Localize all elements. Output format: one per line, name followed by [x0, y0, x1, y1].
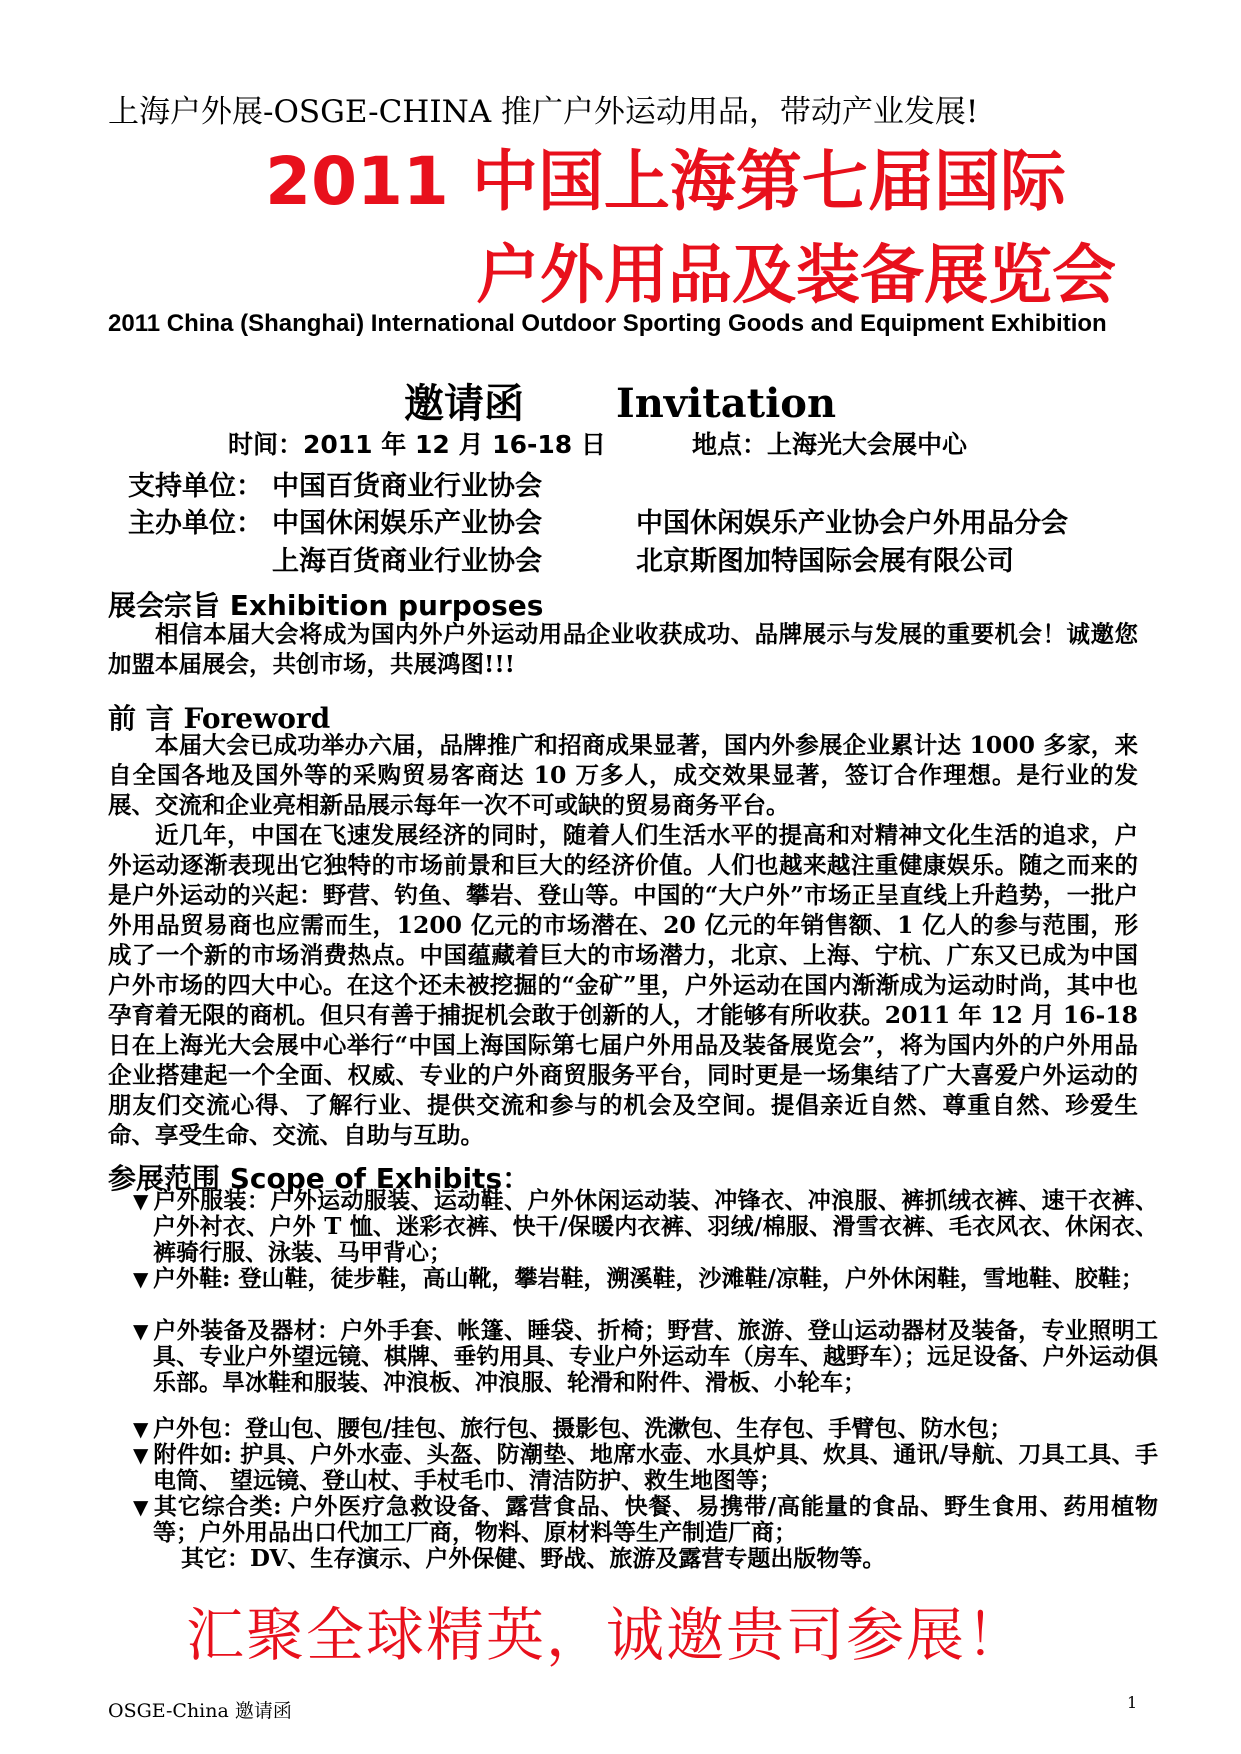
- scope-item-misc: 其它：DV、生存演示、户外保健、野战、旅游及露营专题出版物等。: [181, 1545, 886, 1572]
- purposes-heading: 展会宗旨 Exhibition purposes: [108, 589, 544, 622]
- scope-item-accessories: ▼ 附件如: 护具、户外水壶、头盔、防潮垫、地席水壶、水具炉具、炊具、通讯/导航、刀具工具、手电筒、 望远镜、登山杖、手杖毛巾、清洁防护、救生地图等；: [133, 1441, 1158, 1494]
- host-org-1: 中国休闲娱乐产业协会: [272, 508, 542, 539]
- support-org: 中国百货商业行业协会: [272, 471, 542, 502]
- triangle-down-icon: ▼: [133, 1267, 149, 1291]
- triangle-down-icon: ▼: [133, 1319, 149, 1343]
- scope-heading: 参展范围 Scope of Exhibits：: [108, 1162, 531, 1195]
- scope-item-bags: ▼ 户外包：登山包、腰包/挂包、旅行包、摄影包、洗漱包、生存包、手臂包、防水包；: [133, 1415, 1013, 1442]
- english-title: 2011 China (Shanghai) International Outdoor Sporting Goods and Equipment Exhibition: [108, 310, 1107, 337]
- foreword-text: [108, 730, 1138, 1150]
- scope-item-others: ▼ 其它综合类: 户外医疗急救设备、露营食品、快餐、易携带/高能量的食品、野生食用、药用植物等；户外用品出口代加工厂商，物料、原材料等生产制造厂商；: [133, 1493, 1158, 1546]
- support-label: 支持单位：: [128, 471, 263, 502]
- foreword-paragraph-1: 本届大会已成功举办六届，品牌推广和招商成果显著，国内外参展企业累计达 1000 多家，来自全国各地及国外等的采购贸易客商达 10 万多人，成交效果显著，签订合作理想。是行业的发展、交流和企业亮相新品展示每年一次不可或缺的贸易商务平台。: [108, 731, 1138, 819]
- triangle-down-icon: ▼: [133, 1417, 149, 1441]
- purposes-text: [108, 619, 1138, 679]
- triangle-down-icon: ▼: [133, 1443, 149, 1467]
- foreword-heading: 前 言 Foreword: [108, 702, 331, 735]
- scope-item-equipment: ▼ 户外装备及器材：户外手套、帐篷、睡袋、折椅；野营、旅游、登山运动器材及装备，专业照明工具、专业户外望远镜、棋牌、垂钓用具、专业户外运动车（房车、越野车）；远足设备、户外运动俱乐部。旱冰鞋和服装、冲浪板、冲浪服、轮滑和附件、滑板、小轮车；: [133, 1317, 1158, 1396]
- host-org-4: 北京斯图加特国际会展有限公司: [636, 546, 1014, 577]
- footer-label: OSGE-China 邀请函: [108, 1700, 292, 1722]
- foreword-paragraph-2: 近几年，中国在飞速发展经济的同时，随着人们生活水平的提高和对精神文化生活的追求，户外运动逐渐表现出它独特的市场前景和巨大的经济价值。人们也越来越注重健康娱乐。随之而来的是户外运动的兴起：野营、钓鱼、攀岩、登山等。中国的“大户外”市场正呈直线上升趋势，一批户外用品贸易商也应需而生，1200 亿元的市场潜在、20 亿元的年销售额、1 亿人的参与范围，形成了一个新的市场消费热点。中国蕴藏着巨大的市场潜力，北京、上海、宁杭、广东又已成为中国户外市场的四大中心。在这个还未被挖掘的“金矿”里，户外运动在国内渐渐成为运动时尚，其中也孕育着无限的商机。但只有善于捕捉机会敢于创新的人，才能够有所收获。2011 年 12 月 16-18 日在上海光大会展中心举行“中国上海国际第七届户外用品及装备展览会”，将为国内外的户外用品企业搭建起一个全面、权威、专业的户外商贸服务平台，同时更是一场集结了广大喜爱户外运动的朋友们交流心得、了解行业、提供交流和参与的机会及空间。提倡亲近自然、尊重自然、珍爱生命、享受生命、交流、自助与互助。: [108, 821, 1138, 1149]
- page-number: 1: [1127, 1693, 1138, 1712]
- title-line-1: 2011 中国上海第七届国际: [265, 143, 1066, 220]
- host-label: 主办单位：: [128, 508, 263, 539]
- scope-item-apparel: ▼ 户外服装：户外运动服装、运动鞋、户外休闲运动装、冲锋衣、冲浪服、裤抓绒衣裤、速干衣裤、户外衬衣、户外 T 恤、迷彩衣裤、快干/保暖内衣裤、羽绒/棉服、滑雪衣裤、毛衣风衣、休闲衣、裤骑行服、泳装、马甲背心；: [133, 1187, 1158, 1266]
- host-org-3: 上海百货商业行业协会: [272, 546, 542, 577]
- closing-slogan: 汇聚全球精英，诚邀贵司参展！: [186, 1601, 1027, 1669]
- host-org-2: 中国休闲娱乐产业协会户外用品分会: [636, 508, 1068, 539]
- event-time: 时间：2011 年 12 月 16-18 日: [228, 430, 606, 459]
- time-place-line: [228, 425, 968, 461]
- event-place: 地点：上海光大会展中心: [692, 430, 968, 459]
- triangle-down-icon: ▼: [133, 1189, 149, 1213]
- header-tagline: 上海户外展-OSGE-CHINA 推广户外运动用品，带动产业发展!: [108, 94, 979, 130]
- triangle-down-icon: ▼: [133, 1495, 149, 1519]
- title-line-2: 户外用品及装备展览会: [476, 239, 1116, 313]
- invitation-heading: [404, 372, 836, 429]
- invitation-cn: 邀请函: [404, 380, 524, 427]
- invitation-en: Invitation: [616, 380, 837, 427]
- purposes-paragraph: 相信本届大会将成为国内外户外运动用品企业收获成功、品牌展示与发展的重要机会！诚邀您加盟本届展会，共创市场，共展鸿图!!!: [108, 620, 1138, 678]
- scope-item-footwear: ▼ 户外鞋: 登山鞋，徒步鞋，高山靴，攀岩鞋，溯溪鞋，沙滩鞋/凉鞋，户外休闲鞋，雪地鞋、胶鞋；: [133, 1265, 1144, 1292]
